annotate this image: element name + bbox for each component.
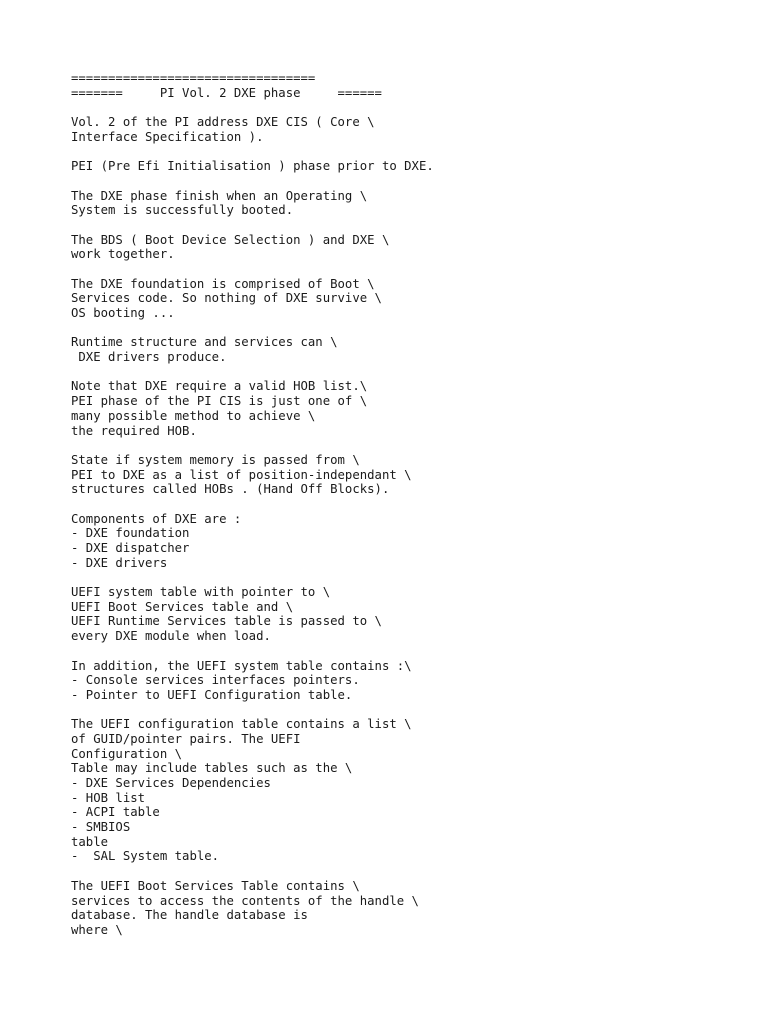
text-line: structures called HOBs . (Hand Off Blocks). [71,482,390,497]
text-line: ================================= [71,71,316,85]
text-line: many possible method to achieve \ [71,408,316,423]
text-line [71,321,434,336]
text-line: work together. [71,247,175,262]
text-line: table [71,834,109,849]
text-line: - DXE dispatcher [71,541,190,555]
text-line: Services code. So nothing of DXE survive \ [71,291,382,306]
text-line [71,703,434,718]
text-line: PEI (Pre Efi Initialisation ) phase prior to DXE. [71,159,434,174]
text-line: UEFI Runtime Services table is passed to \ [71,614,382,629]
text-line: of GUID/pointer pairs. The UEFI [71,731,301,746]
text-line: System is successfully booted. [71,203,294,218]
text-line: where \ [71,922,123,937]
text-line: - ACPI table [71,805,160,820]
text-line: The DXE foundation is comprised of Boot \ [71,276,375,291]
text-line: In addition, the UEFI system table contains :\ [71,658,412,673]
text-line [71,144,434,159]
text-line: - DXE Services Dependencies [71,776,271,790]
text-line: database. The handle database is [71,908,308,923]
text-line: DXE drivers produce. [71,350,227,365]
text-line: Table may include tables such as the \ [71,761,353,776]
text-line: Components of DXE are : [71,511,242,526]
text-line: State if system memory is passed from \ [71,452,360,467]
text-line [71,365,434,380]
text-line: UEFI Boot Services table and \ [71,599,294,614]
text-line: ======= PI Vol. 2 DXE phase ====== [71,85,382,100]
document-text [71,71,434,938]
text-line: The UEFI Boot Services Table contains \ [71,878,360,893]
text-line [71,100,434,115]
text-line: Interface Specification ). [71,129,264,144]
text-line [71,438,434,453]
text-line [71,644,434,659]
text-line [71,218,434,233]
text-line: The BDS ( Boot Device Selection ) and DXE \ [71,232,390,247]
text-line: - SAL System table. [71,849,220,864]
text-line: the required HOB. [71,423,197,438]
text-line [71,174,434,189]
text-line: - Pointer to UEFI Configuration table. [71,687,353,702]
text-line [71,864,434,879]
text-line: UEFI system table with pointer to \ [71,585,331,600]
text-line: services to access the contents of the handle \ [71,893,419,908]
text-line: Runtime structure and services can \ [71,335,338,350]
text-line [71,497,434,512]
text-line: - DXE drivers [71,555,168,570]
text-line: - SMBIOS [71,820,131,835]
text-line [71,262,434,277]
text-line: The DXE phase finish when an Operating \ [71,188,368,203]
text-line: PEI to DXE as a list of position-independant \ [71,467,412,482]
text-line: Vol. 2 of the PI address DXE CIS ( Core \ [71,115,375,130]
text-line: - Console services interfaces pointers. [71,673,360,688]
text-line [71,570,434,585]
text-line: Note that DXE require a valid HOB list.\ [71,379,368,394]
text-line: - DXE foundation [71,526,190,541]
text-line: every DXE module when load. [71,629,271,644]
text-line: The UEFI configuration table contains a list \ [71,717,412,732]
text-line: PEI phase of the PI CIS is just one of \ [71,394,368,409]
text-line: Configuration \ [71,746,183,761]
text-line: - HOB list [71,790,146,805]
text-line: OS booting ... [71,306,175,320]
